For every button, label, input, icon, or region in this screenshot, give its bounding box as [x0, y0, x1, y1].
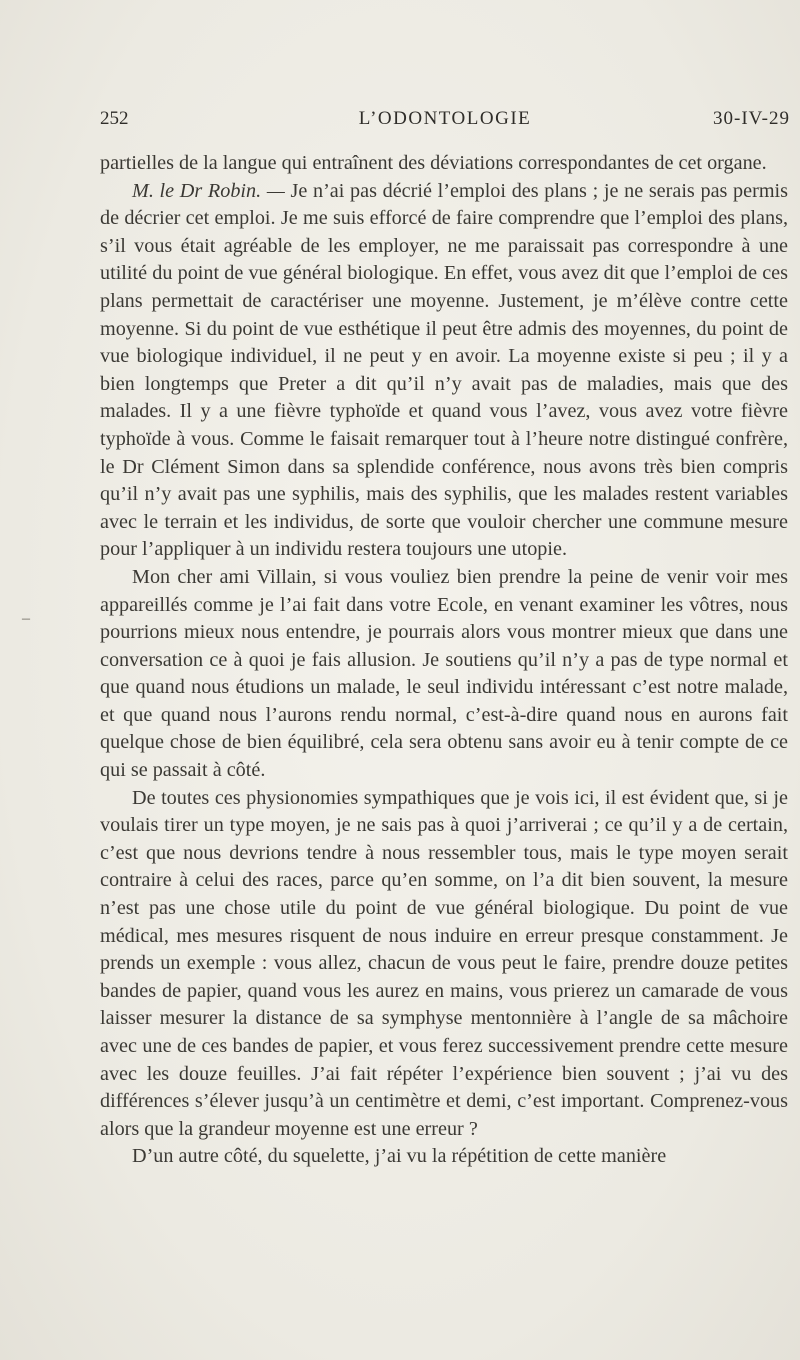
paragraph [100, 564, 788, 785]
paragraph-text: De toutes ces physionomies sympathiques que je vois ici, il est évident que, si je voulais tirer un type moyen, je ne sais pas à quoi j’arriverai ; ce qu’il y a de certain, c’est que nous devrions tendre à nous ressembler tous, mais le type moyen serait contraire à celui des races, parce qu’en somme, on l’a dit bien souvent, la mesure n’est pas une chose utile du point de vue général biologique. Du point de vue médical, mes mesures risquent de nous induire en erreur presque constamment. Je prends un exemple : vous allez, chacun de vous peut le faire, prendre douze petites bandes de papier, quand vous les aurez en mains, vous prierez un camarade de vous laisser mesurer la distance de sa symphyse mentonnière à l’angle de sa mâchoire avec une de ces bandes de papier, et vous ferez successivement prendre cette mesure avec les douze feuilles. J’ai fait répéter l’expérience bien souvent ; j’ai vu des différences s’élever jusqu’à un centimètre et demi, c’est important. Comprenez-vous alors que la grandeur moyenne est une erreur ? [100, 786, 788, 1140]
margin-mark: – [22, 610, 30, 627]
paragraph-text: partielles de la langue qui entraînent des déviations correspondantes de cet organe. [100, 152, 767, 174]
paragraph [100, 150, 788, 178]
paragraph [100, 178, 788, 564]
page-number: 252 [100, 108, 129, 129]
paragraph [100, 785, 788, 1144]
issue-date: 30-IV-29 [713, 108, 790, 129]
running-title: L’ODONTOLOGIE [358, 108, 532, 129]
paragraph-text: Mon cher ami Villain, si vous vouliez bien prendre la peine de venir voir mes appareillés comme je l’ai fait dans votre Ecole, en venant examiner les vôtres, nous pourrions mieux nous entendre, je pourrais alors vous montrer mieux que dans une conversation ce à quoi je fais allusion. Je soutiens qu’il n’y a pas de type normal et que quand nous étudions un malade, le seul individu intéressant c’est notre malade, et que quand nous l’aurons rendu normal, c’est-à-dire quand nous en aurons fait quelque chose de bien équilibré, cela sera obtenu sans avoir eu à tenir compte de ce qui se passait à côté. [100, 565, 788, 782]
body-text [100, 150, 788, 1171]
paragraph [100, 1143, 788, 1171]
running-header [100, 108, 790, 138]
speaker-name: M. le Dr Robin. — [132, 179, 285, 202]
paragraph-text: Je n’ai pas décrié l’emploi des plans ; je ne serais pas permis de décrier cet emploi. Je me suis efforcé de faire comprendre que l’emploi des plans, s’il vous était agréable de les employer, ne me paraissait pas correspondre à une utilité du point de vue général biologique. En effet, vous avez dit que l’emploi de ces plans permettait de caractériser une moyenne. Justement, je m’élève contre cette moyenne. Si du point de vue esthétique il peut être admis des moyennes, du point de vue biologique individuel, il ne peut y en avoir. La moyenne existe si peu ; il y a bien longtemps que Preter a dit qu’il n’y avait pas de maladies, mais que des malades. Il y a une fièvre typhoïde et quand vous l’avez, vous avez votre fièvre typhoïde à vous. Comme le faisait remarquer tout à l’heure notre distingué confrère, le Dr Clément Simon dans sa splendide conférence, nous avons très bien compris qu’il n’y avait pas une syphilis, mais des syphilis, que les malades restent variables avec le terrain et les individus, de sorte que vouloir chercher une commune mesure pour l’appliquer à un individu restera toujours une utopie. [100, 179, 789, 561]
paragraph-text: D’un autre côté, du squelette, j’ai vu la répétition de cette manière [132, 1145, 667, 1168]
